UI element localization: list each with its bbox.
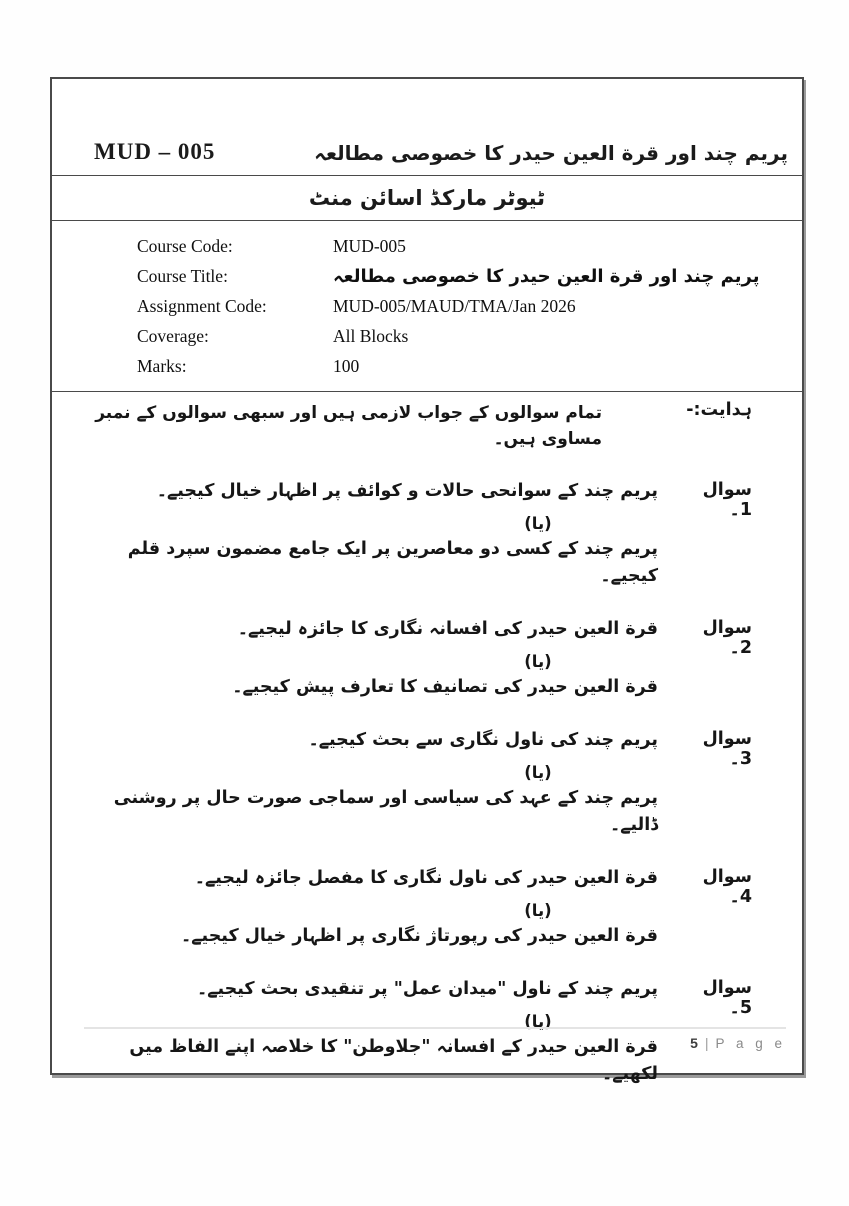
detail-label: Course Code: — [137, 235, 233, 256]
detail-value: MUD-005 — [333, 235, 406, 256]
question-content — [82, 478, 688, 590]
instruction-label: ہدایت:- — [686, 400, 752, 420]
course-code-header: MUD – 005 — [94, 139, 216, 164]
page-number: 5 — [690, 1035, 698, 1051]
detail-value: 100 — [333, 355, 360, 376]
or-marker: (یا) — [524, 652, 552, 671]
document-header — [52, 79, 802, 176]
or-marker: (یا) — [524, 514, 552, 533]
or-marker: (یا) — [524, 901, 552, 920]
detail-row-coverage — [137, 321, 802, 351]
course-title-header-urdu: پریم چند اور قرة العین حیدر کا خصوصی مطالعہ — [314, 141, 788, 165]
question-label: سوال 2۔ — [702, 618, 752, 658]
question-text: پریم چند کے ناول "میدان عمل" پر تنقیدی بحث کیجیے۔ — [197, 979, 658, 999]
question-label: سوال 1۔ — [702, 480, 752, 520]
detail-label: Assignment Code: — [137, 295, 267, 316]
question-text: پریم چند کی ناول نگاری سے بحث کیجیے۔ — [308, 730, 658, 750]
question-text: پریم چند کے سوانحی حالات و کوائف پر اظہار خیال کیجیے۔ — [156, 481, 658, 501]
question-block-2 — [82, 616, 752, 701]
question-content — [82, 727, 688, 839]
tutor-marked-assignment-banner: ٹیوٹر مارکڈ اسائن منٹ — [52, 176, 802, 221]
question-block-1 — [82, 478, 752, 590]
question-content — [82, 865, 688, 950]
questions-section — [52, 392, 802, 1088]
detail-value: MUD-005/MAUD/TMA/Jan 2026 — [333, 295, 576, 316]
question-alt-text: قرة العین حیدر کے افسانہ "جلاوطن" کا خلاصہ اپنے الفاظ میں لکھیے۔ — [129, 1037, 658, 1084]
detail-row-course-code — [137, 231, 802, 261]
question-alt-text: قرة العین حیدر کی تصانیف کا تعارف پیش کیجیے۔ — [232, 677, 658, 697]
document-border-box — [50, 77, 804, 1084]
detail-row-course-title — [137, 261, 802, 291]
question-block-4 — [82, 865, 752, 950]
question-label: سوال 5۔ — [702, 978, 752, 1018]
question-alt-text: پریم چند کے کسی دو معاصرین پر ایک جامع مضمون سپرد قلم کیجیے۔ — [127, 539, 658, 586]
instruction-text: تمام سوالوں کے جواب لازمی ہیں اور سبھی سوالوں کے نمبر مساوی ہیں۔ — [95, 403, 602, 449]
question-text: قرة العین حیدر کی ناول نگاری کا مفصل جائزہ لیجیے۔ — [194, 868, 658, 888]
detail-label: Marks: — [137, 355, 187, 376]
question-label: سوال 3۔ — [702, 729, 752, 769]
or-marker: (یا) — [524, 1012, 552, 1031]
question-content — [82, 616, 688, 701]
detail-label: Coverage: — [137, 325, 209, 346]
question-block-3 — [82, 727, 752, 839]
question-text: قرة العین حیدر کی افسانہ نگاری کا جائزہ لیجیے۔ — [237, 619, 658, 639]
detail-value: All Blocks — [333, 325, 409, 346]
detail-value-urdu: پریم چند اور قرة العین حیدر کا خصوصی مطالعہ — [333, 265, 760, 287]
footer-page-word: P a g e — [715, 1036, 786, 1051]
course-details-section — [52, 221, 802, 392]
question-alt-text: قرة العین حیدر کی رپورتاژ نگاری پر اظہار خیال کیجیے۔ — [181, 926, 658, 946]
question-alt-text: پریم چند کے عہد کی سیاسی اور سماجی صورت حال پر روشنی ڈالیے۔ — [113, 788, 658, 835]
detail-row-marks — [137, 351, 802, 381]
question-label: سوال 4۔ — [702, 867, 752, 907]
detail-label: Course Title: — [137, 265, 228, 286]
detail-row-assignment-code — [137, 291, 802, 321]
footer-separator: | — [704, 1036, 709, 1051]
instruction-row — [82, 400, 752, 452]
page-footer — [84, 1027, 786, 1053]
or-marker: (یا) — [524, 763, 552, 782]
